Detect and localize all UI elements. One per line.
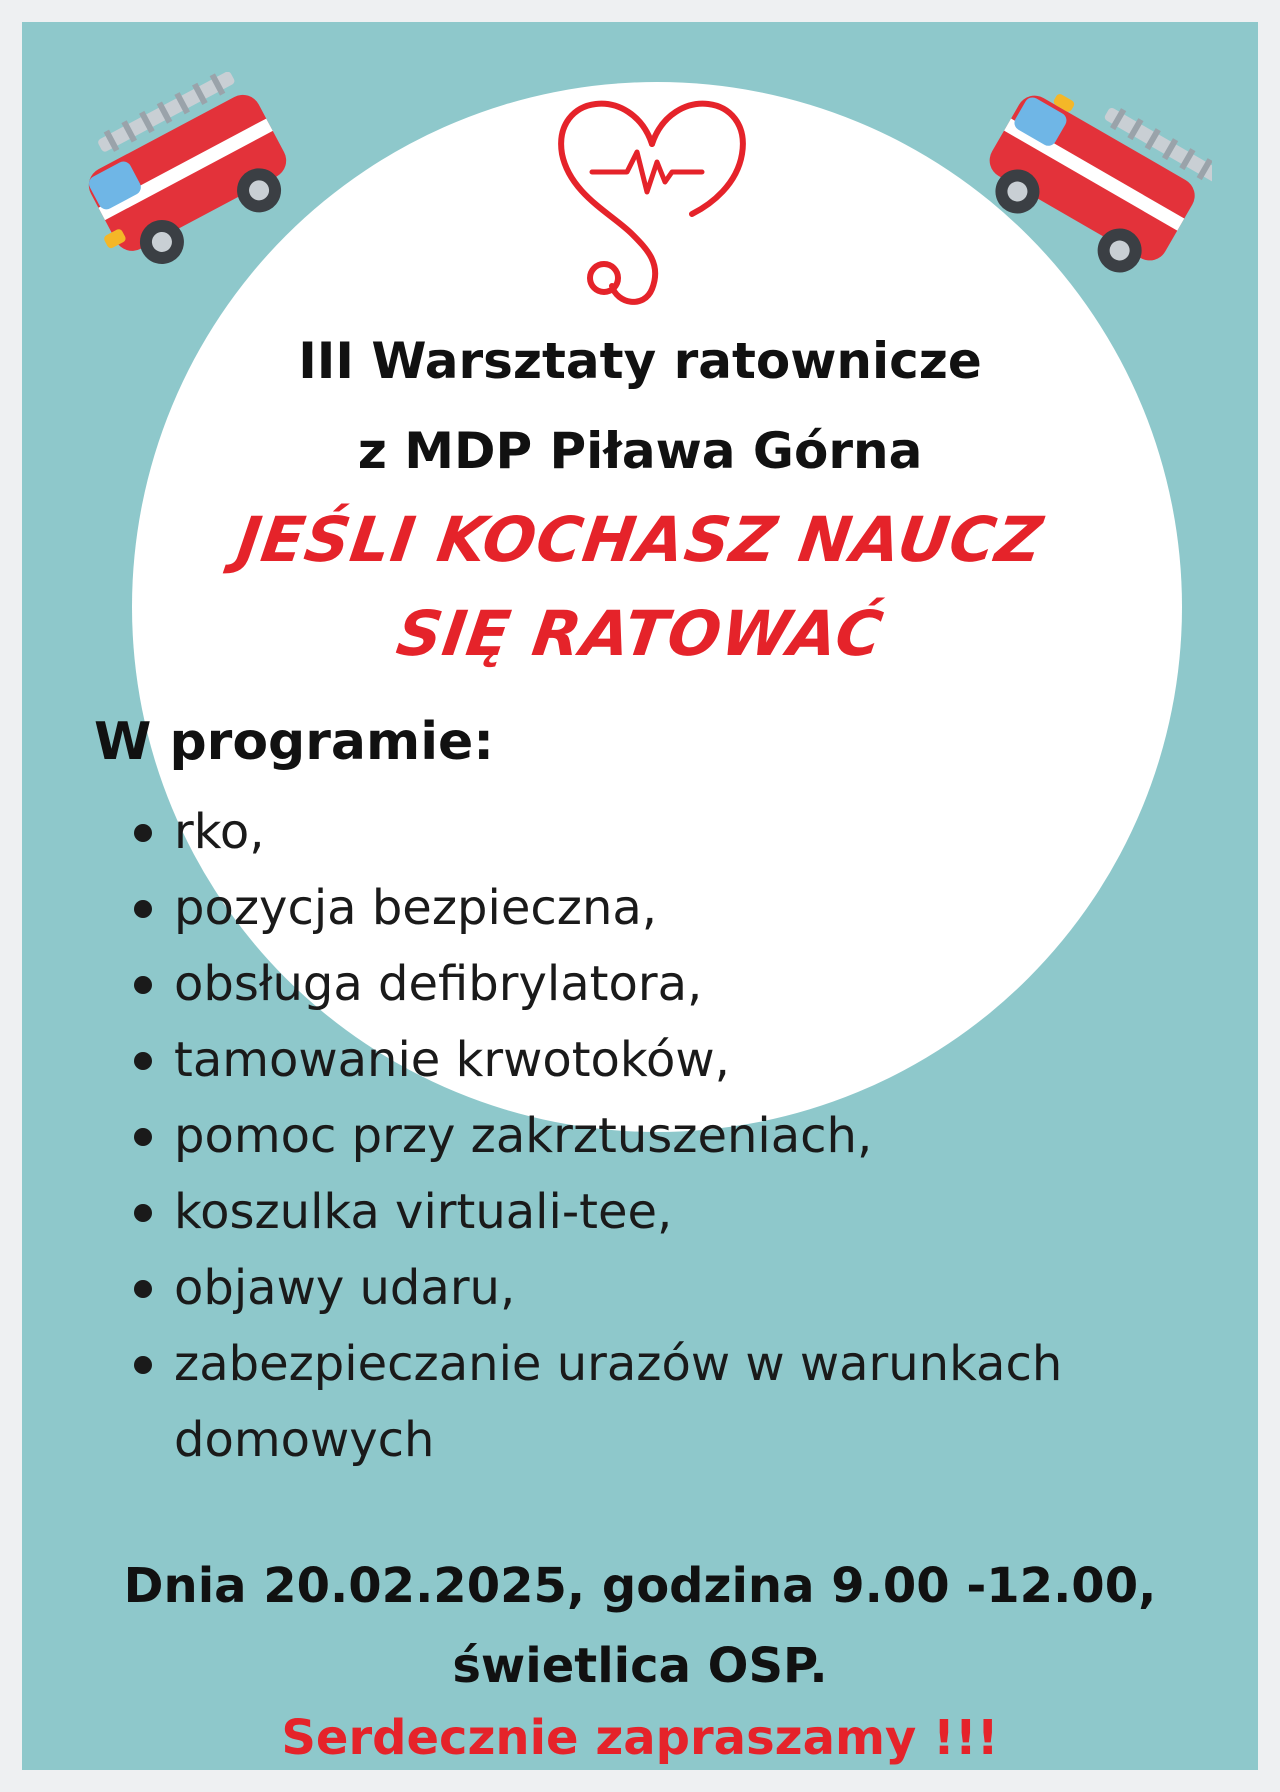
list-item <box>122 1326 1222 1402</box>
program-heading: W programie: <box>94 712 495 772</box>
list-item-text: objawy udaru, <box>174 1260 516 1316</box>
invitation-text: Serdecznie zapraszamy !!! <box>281 1710 999 1766</box>
bullet-icon <box>134 824 152 842</box>
list-item <box>122 946 1222 1022</box>
list-item-text: obsługa defibrylatora, <box>174 956 703 1012</box>
event-location: świetlica OSP. <box>452 1638 828 1694</box>
heart-stethoscope-icon <box>532 64 772 324</box>
fire-truck-icon <box>962 77 1212 317</box>
list-item <box>122 1022 1222 1098</box>
list-item <box>122 1250 1222 1326</box>
bullet-icon <box>134 1280 152 1298</box>
list-item-continuation <box>122 1402 1222 1478</box>
fire-truck-icon <box>82 72 302 312</box>
event-date-time: Dnia 20.02.2025, godzina 9.00 -12.00, <box>123 1558 1157 1614</box>
program-list <box>122 794 1222 1478</box>
list-item-text: pozycja bezpieczna, <box>174 880 658 936</box>
bullet-icon <box>134 900 152 918</box>
poster <box>22 22 1258 1770</box>
list-item-text: koszulka virtuali-tee, <box>174 1184 673 1240</box>
list-item-text: rko, <box>174 804 265 860</box>
bullet-icon <box>134 1204 152 1222</box>
list-item-text: pomoc przy zakrztuszeniach, <box>174 1108 873 1164</box>
event-subtitle: z MDP Piława Górna <box>357 422 923 480</box>
bullet-icon <box>134 1128 152 1146</box>
list-item <box>122 870 1222 946</box>
slogan-line-2: SIĘ RATOWAĆ <box>392 597 888 670</box>
bullet-icon <box>134 1052 152 1070</box>
list-item-text: tamowanie krwotoków, <box>174 1032 730 1088</box>
bullet-icon <box>134 1356 152 1374</box>
bullet-icon <box>134 976 152 994</box>
list-item <box>122 1098 1222 1174</box>
list-item-text: domowych <box>174 1412 435 1468</box>
list-item-text: zabezpieczanie urazów w warunkach <box>174 1336 1063 1392</box>
list-item <box>122 1174 1222 1250</box>
event-title: III Warsztaty ratownicze <box>298 332 982 390</box>
list-item <box>122 794 1222 870</box>
slogan-line-1: JEŚLI KOCHASZ NAUCZ <box>232 503 1048 576</box>
